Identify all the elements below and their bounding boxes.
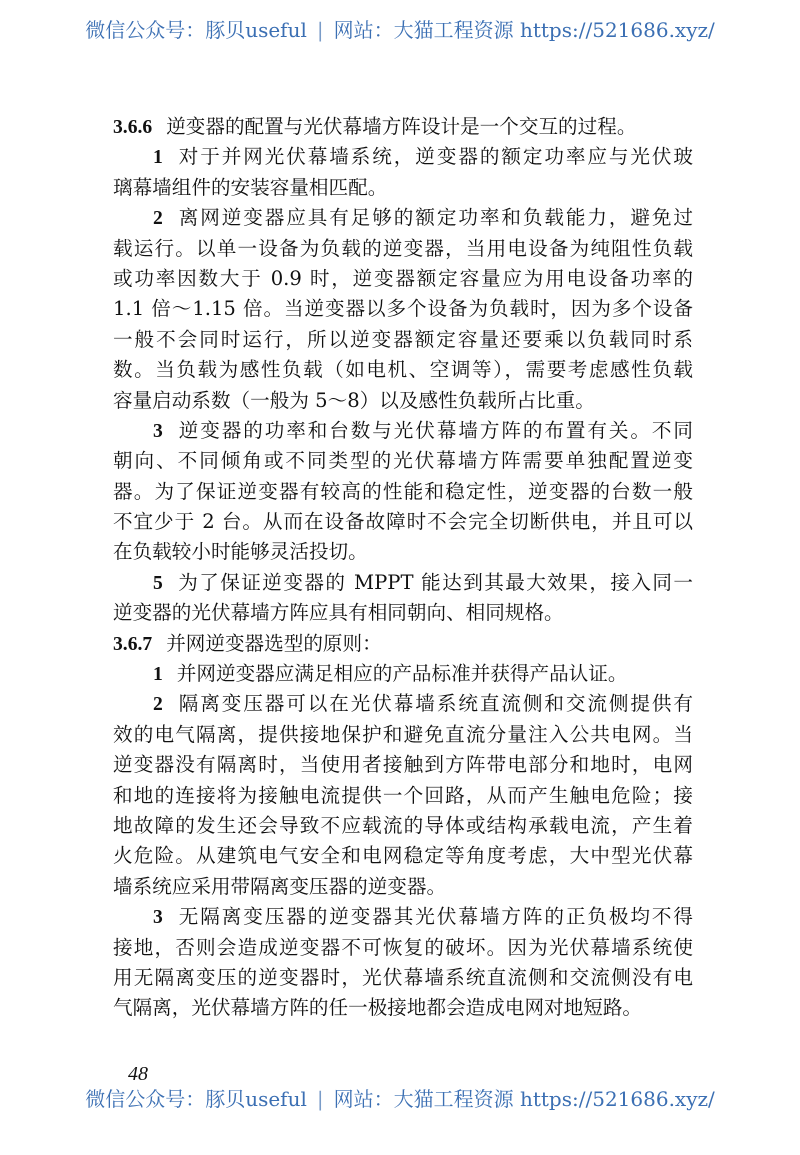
paragraph-line: 数。当负载为感性负载（如电机、空调等），需要考虑感性负载 xyxy=(113,358,693,382)
paragraph-line: 墙系统应采用带隔离变压器的逆变器。 xyxy=(113,874,447,898)
section-title: 并网逆变器选型的原则： xyxy=(166,631,382,655)
section-title: 逆变器的配置与光伏幕墙方阵设计是一个交互的过程。 xyxy=(166,115,637,138)
section-heading xyxy=(113,629,693,659)
paragraph-line: 朝向、不同倾角或不同类型的光伏幕墙方阵需要单独配置逆变 xyxy=(113,449,693,473)
page-number: 48 xyxy=(128,1063,148,1085)
paragraph-line: 火危险。从建筑电气安全和电网稳定等角度考虑，大中型光伏幕 xyxy=(113,844,693,868)
paragraph-line: 不宜少于 2 台。从而在设备故障时不会完全切断供电，并且可以 xyxy=(113,510,693,534)
paragraph-line: 2 离网逆变器应具有足够的额定功率和负载能力，避免过 xyxy=(153,206,693,230)
document-body xyxy=(113,112,693,1024)
item-number: 5 xyxy=(153,572,163,594)
item-number: 1 xyxy=(153,664,163,686)
watermark-left: 微信公众号：豚贝useful xyxy=(85,18,307,42)
paragraph-line: 用无隔离变压的逆变器时，光伏幕墙系统直流侧和交流侧没有电 xyxy=(113,965,693,989)
paragraph-line: 逆变器没有隔离时，当使用者接触到方阵带电部分和地时，电网 xyxy=(113,753,693,777)
watermark-header xyxy=(0,14,800,43)
paragraph-line: 3 逆变器的功率和台数与光伏幕墙方阵的布置有关。不同 xyxy=(153,418,693,442)
watermark-left: 微信公众号：豚贝useful xyxy=(85,1087,307,1111)
paragraph-line: 效的电气隔离，提供接地保护和避免直流分量注入公共电网。当 xyxy=(113,722,693,746)
paragraph-line: 载运行。以单一设备为负载的逆变器，当用电设备为纯阻性负载 xyxy=(113,236,693,260)
paragraph-line: 器。为了保证逆变器有较高的性能和稳定性，逆变器的台数一般 xyxy=(113,479,693,503)
paragraph-line: 2 隔离变压器可以在光伏幕墙系统直流侧和交流侧提供有 xyxy=(153,692,693,716)
paragraph-line: 接地，否则会造成逆变器不可恢复的破坏。因为光伏幕墙系统使 xyxy=(113,935,693,959)
item-number: 2 xyxy=(153,208,163,230)
section-number: 3.6.6 xyxy=(113,117,153,138)
paragraph-line: 或功率因数大于 0.9 时，逆变器额定容量应为用电设备功率的 xyxy=(113,266,693,290)
watermark-separator: | xyxy=(316,1087,324,1111)
paragraph-line: 5 为了保证逆变器的 MPPT 能达到其最大效果，接入同一 xyxy=(153,570,693,594)
paragraph-line: 在负载较小时能够灵活投切。 xyxy=(113,540,368,564)
paragraph-line: 1 并网逆变器应满足相应的产品标准并获得产品认证。 xyxy=(153,662,628,686)
section-heading xyxy=(113,112,693,142)
watermark-footer xyxy=(0,1083,800,1112)
paragraph-line: 璃幕墙组件的安装容量相匹配。 xyxy=(113,175,388,199)
paragraph-line: 和地的连接将为接触电流提供一个回路，从而产生触电危险；接 xyxy=(113,783,693,807)
paragraph-line: 一般不会同时运行，所以逆变器额定容量还要乘以负载同时系 xyxy=(113,327,693,351)
item-number: 2 xyxy=(153,694,163,716)
paragraph-line: 3 无隔离变压器的逆变器其光伏幕墙方阵的正负极均不得 xyxy=(153,905,693,929)
paragraph-line: 容量启动系数（一般为 5～8）以及感性负载所占比重。 xyxy=(113,388,595,412)
item-number: 3 xyxy=(153,420,163,442)
paragraph-line: 1.1 倍～1.15 倍。当逆变器以多个设备为负载时，因为多个设备 xyxy=(113,297,693,321)
watermark-right: 网站：大猫工程资源 https://521686.xyz/ xyxy=(333,18,715,42)
watermark-right: 网站：大猫工程资源 https://521686.xyz/ xyxy=(333,1087,715,1111)
paragraph-line: 逆变器的光伏幕墙方阵应具有相同朝向、相同规格。 xyxy=(113,601,564,625)
paragraph-line: 1 对于并网光伏幕墙系统，逆变器的额定功率应与光伏玻 xyxy=(153,145,693,169)
item-number: 1 xyxy=(153,147,163,169)
item-number: 3 xyxy=(153,907,163,929)
paragraph-line: 气隔离，光伏幕墙方阵的任一极接地都会造成电网对地短路。 xyxy=(113,996,643,1020)
paragraph-line: 地故障的发生还会导致不应载流的导体或结构承载电流，产生着 xyxy=(113,813,693,837)
watermark-separator: | xyxy=(316,18,324,42)
section-number: 3.6.7 xyxy=(113,633,153,655)
